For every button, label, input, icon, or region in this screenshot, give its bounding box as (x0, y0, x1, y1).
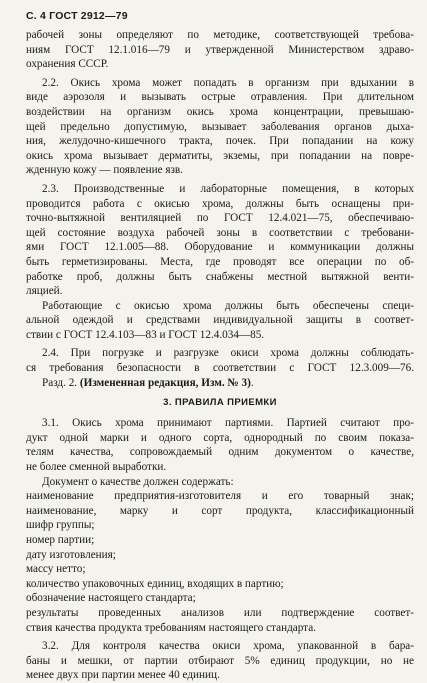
text-line: количество упаковочных единиц, входящих в партию; (26, 577, 284, 590)
text-line: менее двух при партии менее 40 единиц. (26, 669, 220, 682)
text-line: 3.1. Окись хрома принимают партиями. Партией считают про- (42, 417, 414, 430)
text-line: ниям ГОСТ 12.1.016—79 и утвержденной Министерством здраво- (26, 43, 414, 56)
text-line: проводится работа с окисью хрома, должны быть оснащены при- (26, 197, 414, 210)
text-line: виде аэрозоля и вызывать острые отравления. При длительном (26, 91, 414, 104)
text-line: ствия качества продукта требованиям настоящего стандарта. (26, 621, 316, 634)
text-line: жденную кожу — появление язв. (26, 164, 183, 177)
text-line: щей состояние воздуха рабочей зоны в соответствии с требовани- (26, 226, 414, 239)
text-line: 2.2. Окись хрома может попадать в организм при вдыхании в (42, 76, 414, 89)
text-line: окись хрома вызывает дерматиты, экземы, при попадании на повре- (26, 149, 414, 162)
text-line: точно-вытяжной вентиляцией по ГОСТ 12.4.021—75, обеспечиваю- (26, 212, 414, 225)
text-line: воздействии на организм окись хрома концентрации, превышаю- (26, 105, 414, 118)
text-line: альной одеждой и средствами индивидуальной защиты в соответ- (26, 314, 414, 327)
text-line: 2.4. При погрузке и разгрузке окиси хрома должны соблюдать- (42, 347, 414, 360)
text-line: ния, желудочно-кишечного тракта, почек. При попадании на кожу (26, 135, 414, 148)
text-line: наименование, марку и сорт продукта, классификационный (26, 504, 414, 517)
text-line: наименование предприятия-изготовителя и его товарный знак; (26, 490, 414, 503)
text-line: дату изготовления; (26, 548, 116, 561)
text-line: Работающие с окисью хрома должны быть обеспечены специ- (42, 299, 414, 312)
text-line: шифр группы; (26, 519, 95, 532)
text-line: массу нетто; (26, 563, 86, 576)
text-line: результаты проведенных анализов или подтверждение соответ- (26, 606, 414, 619)
text-line: ями ГОСТ 12.1.005—88. Оборудование и коммуникации должны (26, 241, 414, 254)
text-line: Документ о качестве должен содержать: (42, 475, 234, 488)
text-line: охранения СССР. (26, 58, 109, 71)
text-line: быть герметизированы. Места, где проводят все операции по об- (26, 255, 414, 268)
page-header: С. 4 ГОСТ 2912—79 (26, 10, 128, 22)
text-line: не более сменной выработки. (26, 461, 167, 474)
text-line: рабочей зоны определяют по методике, соответствующей требова- (26, 29, 414, 41)
text-line: ствии с ГОСТ 12.4.103—83 и ГОСТ 12.4.034—85. (26, 328, 265, 341)
section-heading: 3. ПРАВИЛА ПРИЕМКИ (163, 397, 277, 409)
text-line: 2.3. Производственные и лабораторные помещения, в которых (42, 182, 414, 195)
text-line: обозначение настоящего стандарта; (26, 592, 196, 605)
text-line: баны и мешки, от партии отбирают 5% единиц продукции, но не (26, 654, 414, 667)
text-line: ся требования безопасности в соответствии с ГОСТ 12.3.009—76. (26, 362, 414, 375)
text-line: работке проб, должны быть снабжены местной вытяжной венти- (26, 270, 414, 283)
text-line: телям качества, сопровождаемый одним документом о качестве, (26, 446, 414, 459)
text-line: Разд. 2. (Измененная редакция, Изм. № 3). (42, 376, 254, 389)
text-line: щей предельно допустимую, вызывает заболевания органов дыха- (26, 120, 414, 133)
text-line: ляцией. (26, 285, 63, 298)
text-line: дукт одной марки и одного сорта, однородный по своим показа- (26, 431, 414, 444)
body-text (26, 28, 414, 683)
text-line: номер партии; (26, 534, 95, 546)
text-line: 3.2. Для контроля качества окиси хрома, упакованной в бара- (42, 640, 414, 653)
